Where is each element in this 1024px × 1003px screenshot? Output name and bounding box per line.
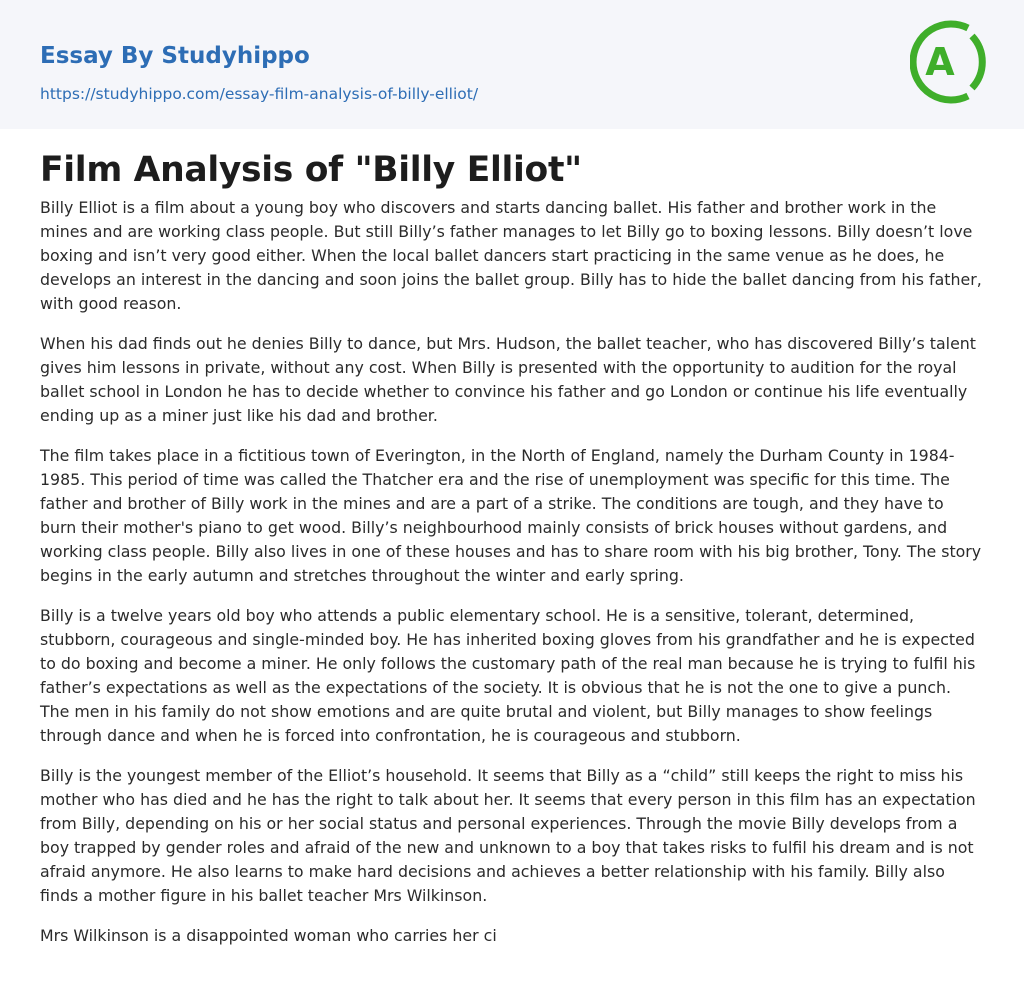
essay-paragraph: Billy is a twelve years old boy who attends a public elementary school. He is a sensitive, tolerant, determined, stubborn, courageous and single-minded boy. He has inherited boxing gloves from his grandfather and he is expected to do boxing and become a miner. He only follows the customary path of the real man because he is trying to fulfil his father’s expectations as well as the expectations of the society. It is obvious that he is not the one to give a punch. The men in his family do not show emotions and are quite brutal and violent, but Billy manages to show feelings through dance and when he is forced into confrontation, he is courageous and stubborn.: [40, 606, 976, 745]
essay-paragraph: Billy is the youngest member of the Elliot’s household. It seems that Billy as a “child” still keeps the right to miss his mother who has died and he has the right to talk about her. It seems that every person in this film has an expectation from Billy, depending on his or her social status and personal experiences. Through the movie Billy develops from a boy trapped by gender roles and afraid of the new and unknown to a boy that takes risks to fulfil his dream and is not afraid anymore. He also learns to make hard decisions and achieves a better relationship with his family. Billy also finds a mother figure in his ballet teacher Mrs Wilkinson.: [40, 766, 976, 905]
site-title: Essay By Studyhippo: [40, 43, 310, 69]
essay-url-link[interactable]: https://studyhippo.com/essay-film-analysis-of-billy-elliot/: [40, 85, 479, 103]
logo-letter: A: [925, 40, 955, 84]
studyhippo-logo-icon[interactable]: [910, 18, 990, 106]
essay-paragraph: Billy Elliot is a film about a young boy who discovers and starts dancing ballet. His father and brother work in the mines and are working class people. But still Billy’s father manages to let Billy go to boxing lessons. Billy doesn’t love boxing and isn’t very good either. When the local ballet dancers start practicing in the same venue as he does, he develops an interest in the dancing and soon joins the ballet group. Billy has to hide the ballet dancing from his father, with good reason.: [40, 198, 982, 313]
essay-title: Film Analysis of "Billy Elliot": [40, 150, 582, 190]
essay-paragraph: The film takes place in a fictitious town of Everington, in the North of England, namely the Durham County in 1984-1985. This period of time was called the Thatcher era and the rise of unemployment was specific for this time. The father and brother of Billy work in the mines and are a part of a strike. The conditions are tough, and they have to burn their mother's piano to get wood. Billy’s neighbourhood mainly consists of brick houses without gardens, and working class people. Billy also lives in one of these houses and has to share room with his big brother, Tony. The story begins in the early autumn and stretches throughout the winter and early spring.: [40, 446, 982, 585]
site-header: [0, 0, 1024, 129]
essay-paragraph: Mrs Wilkinson is a disappointed woman who carries her ci: [40, 926, 497, 945]
essay-paragraph: When his dad finds out he denies Billy to dance, but Mrs. Hudson, the ballet teacher, who has discovered Billy’s talent gives him lessons in private, without any cost. When Billy is presented with the opportunity to audition for the royal ballet school in London he has to decide whether to convince his father and go London or continue his life eventually ending up as a miner just like his dad and brother.: [40, 334, 976, 425]
essay-content: [0, 149, 1024, 948]
